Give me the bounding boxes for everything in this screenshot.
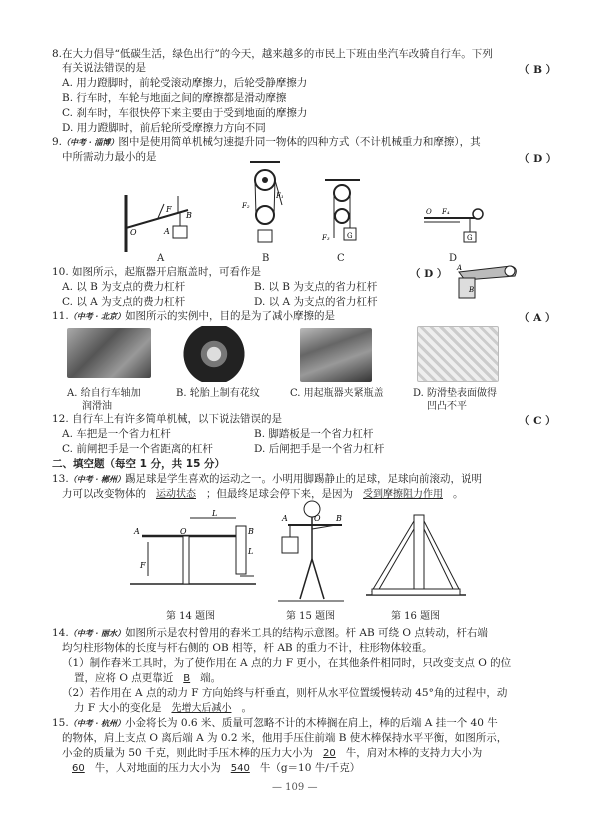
q8-option-d: D. 用力蹬脚时，前后轮所受摩擦力方向不同 — [62, 122, 266, 134]
q15-blank-1: 20 — [323, 748, 336, 759]
q10-fig-letter-a: A — [457, 264, 463, 272]
fig14-caption: 第 14 题图 — [166, 611, 216, 622]
section-fill-in-heading: 二、填空题（每空 1 分，共 15 分） — [52, 458, 226, 470]
q9-fig-a-letter-o: O — [130, 228, 137, 237]
fig14-letter-o: O — [180, 527, 187, 536]
fig15-letter-b: B — [336, 514, 342, 523]
q9-figure-a-weight — [173, 226, 187, 238]
q13-text-a: 力可以改变物体的 — [62, 488, 146, 500]
q14-stem-line1 — [52, 627, 488, 640]
q9-fig-a-letter-f: F — [166, 205, 172, 214]
q14-blank-1: B — [183, 673, 191, 684]
q11-caption-a-line2: 润滑油 — [82, 401, 112, 412]
q13-stem-text: 踢足球是学生喜欢的运动之一。小明用脚踢静止的足球，足球向前滚动，说明 — [125, 473, 483, 485]
q9-label-c: C — [337, 253, 345, 264]
q11-answer: （ A ） — [519, 312, 556, 324]
q11-caption-b: B. 轮胎上制有花纹 — [176, 388, 260, 399]
q9-fig-c-letter-f3: F₃ — [322, 234, 330, 242]
q9-figure-a-lever — [118, 190, 208, 260]
q14-part2-text: 力 F 大小的变化是 — [74, 702, 162, 714]
q10-option-b: B. 以 B 为支点的省力杠杆 — [254, 281, 378, 293]
fig14-letter-b: B — [248, 527, 254, 536]
q14-part2-end: 。 — [241, 702, 252, 714]
q9-fig-a-letter-b: B — [186, 211, 192, 220]
fig15-letter-o: O — [314, 514, 321, 523]
q15-stem-line2: 的物体，肩上支点 O 离后端 A 为 0.2 米，他用手压住前端 B 使木棒保持水平平衡，如图所示， — [62, 732, 508, 744]
q14-part2-line2 — [74, 702, 252, 715]
q9-stem-line2: 中所需动力最小的是 — [62, 151, 157, 163]
q9-source-tag: （中考 · 淄博） — [62, 137, 119, 147]
q11-photo-bottle-opener — [300, 328, 372, 382]
q9-stem-text: 图中是使用简单机械匀速提升同一物体的四种方式（不计机械重力和摩擦），其 — [118, 136, 481, 148]
q12-stem: 12. 自行车上有许多简单机械，以下说法错误的是 — [52, 413, 283, 425]
q8-option-a: A. 用力蹬脚时，前轮受滚动摩擦力，后轮受静摩擦力 — [62, 77, 308, 89]
q9-figure-c-pulley — [320, 178, 365, 253]
fig14-letter-a: A — [134, 527, 140, 536]
q15-stem-text: 小金将长为 0.6 米、质量可忽略不计的木棒搁在肩上，棒的后端 A 挂一个 40 牛 — [125, 717, 498, 729]
page-number: — 109 — — [272, 782, 318, 793]
q13-number: 13. — [52, 473, 69, 485]
q11-stem-text: 如图所示的实例中，目的是为了减小摩擦的是 — [125, 310, 336, 322]
q9-fig-d-letter-f4: F₄ — [442, 208, 450, 216]
q15-stem-line4 — [62, 762, 360, 775]
fig15-person-with-stick — [276, 499, 346, 604]
q9-fig-b-letter-f2: F₂ — [242, 202, 250, 210]
q11-caption-d-line1: D. 防滑垫表面做得 — [413, 388, 498, 399]
q15-text-c: 牛，人对地面的压力大小为 — [94, 762, 221, 774]
q12-option-c: C. 前闸把手是一个省距离的杠杆 — [62, 443, 213, 455]
q9-fig-d-letter-g: G — [467, 234, 473, 242]
fig16-bracket-frame — [364, 511, 468, 603]
q10-option-d: D. 以 A 为支点的省力杠杆 — [254, 296, 378, 308]
q13-source-tag: （中考 · 郴州） — [68, 474, 126, 484]
q15-stem-line3 — [62, 747, 482, 760]
q15-text-b: 牛，肩对木棒的支持力大小为 — [345, 747, 483, 759]
q13-stem-line1 — [52, 473, 482, 486]
q15-source-tag: （中考 · 杭州） — [68, 718, 126, 728]
q9-fig-b-letter-f1: F₁ — [276, 192, 284, 200]
fig14-letter-l-top: L — [212, 509, 218, 518]
q9-fig-a-letter-a: A — [164, 227, 170, 236]
q10-option-c: C. 以 A 为支点的费力杠杆 — [62, 296, 186, 308]
q12-option-b: B. 脚踏板是一个省力杠杆 — [254, 428, 374, 440]
q11-caption-c: C. 用起瓶器夹紧瓶盖 — [290, 388, 384, 399]
q11-caption-a-line1: A. 给自行车轴加 — [67, 388, 141, 399]
q9-figure-d-lever — [420, 204, 490, 249]
fig14-letter-f: F — [140, 561, 146, 570]
q14-number: 14. — [52, 627, 69, 639]
q14-part2-line1: （2）若作用在 A 点的动力 F 方向始终与杆垂直，则杆从水平位置缓慢转动 45°角的过程中，动 — [62, 687, 508, 699]
q14-part1-line1: （1）制作舂米工具时，为了使作用在 A 点的力 F 更小，在其他条件相同时，只改变支点 O 的位 — [62, 657, 512, 669]
q14-stem-line2: 均匀柱形物体的长度与杆右侧的 OB 相等，杆 AB 的重力不计，柱形物体较重。 — [62, 642, 433, 654]
q11-caption-d-line2: 凹凸不平 — [427, 401, 467, 412]
q11-number: 11. — [52, 310, 69, 322]
q8-option-b: B. 行车时，车轮与地面之间的摩擦都是滑动摩擦 — [62, 92, 287, 104]
q10-figure-bottle-opener — [455, 260, 525, 302]
q13-text-c: 。 — [453, 488, 464, 500]
q9-answer: （ D ） — [519, 153, 557, 165]
q11-photo-antislip-mat — [417, 326, 499, 382]
q14-source-tag: （中考 · 丽水） — [68, 628, 126, 638]
q8-answer: （ B ） — [519, 64, 557, 76]
q14-part1-text: 置，应将 O 点更靠近 — [74, 672, 174, 684]
q14-blank-2: 先增大后减小 — [171, 703, 232, 714]
q8-stem-line2: 有关说法错误的是 — [62, 62, 146, 74]
q15-blank-3: 540 — [230, 763, 250, 774]
q15-stem-line1 — [52, 717, 498, 730]
q9-label-b: B — [262, 253, 270, 264]
q13-stem-line2 — [62, 488, 464, 501]
q14-part1-end: 端。 — [200, 672, 222, 684]
q14-part1-line2 — [74, 672, 221, 685]
q13-blank-1: 运动状态 — [156, 489, 196, 500]
q10-stem: 10. 如图所示，起瓶器开启瓶盖时，可看作是 — [52, 266, 262, 278]
q8-option-c: C. 刹车时，车很快停下来主要由于受到地面的摩擦力 — [62, 107, 308, 119]
q11-source-tag: （中考 · 北京） — [68, 311, 126, 321]
fig16-caption: 第 16 题图 — [391, 611, 441, 622]
q9-fig-c-letter-g: G — [347, 232, 353, 240]
q10-answer: （ D ） — [410, 268, 448, 280]
q15-text-a: 小金的质量为 50 千克，则此时手压木棒的压力大小为 — [62, 747, 314, 759]
q13-blank-2: 受到摩擦阻力作用 — [363, 489, 443, 500]
fig15-letter-a: A — [282, 514, 288, 523]
q15-number: 15. — [52, 717, 69, 729]
fig14-rice-pounder — [128, 506, 258, 601]
q12-answer: （ C ） — [519, 415, 556, 427]
q9-fig-d-letter-o: O — [426, 208, 432, 216]
q11-photo-bike-oil — [67, 328, 151, 378]
q13-text-b: ；但最终足球会停下来，是因为 — [206, 488, 353, 500]
q9-label-a: A — [157, 253, 165, 264]
q12-option-d: D. 后闸把手是一个省力杠杆 — [254, 443, 385, 455]
fig15-caption: 第 15 题图 — [286, 611, 336, 622]
q15-blank-2: 60 — [72, 763, 85, 774]
q10-option-a: A. 以 B 为支点的费力杠杆 — [62, 281, 186, 293]
q9-figure-b-pulley-block — [240, 160, 290, 255]
q10-fig-letter-b: B — [469, 286, 475, 294]
q9-stem-line1 — [52, 136, 481, 149]
q9-label-d: D — [449, 253, 458, 264]
q11-photo-tire — [181, 326, 247, 382]
q15-text-d: 牛（g＝10 牛/千克） — [259, 762, 361, 774]
q8-stem-line1: 8.在大力倡导“低碳生活，绿色出行”的今天，越来越多的市民上下班由坐汽车改骑自行车。下列 — [52, 48, 493, 60]
q11-stem-line — [52, 310, 335, 323]
q9-number: 9. — [52, 136, 63, 148]
q14-stem-text: 如图所示是农村曾用的舂米工具的结构示意图。杆 AB 可绕 O 点转动，杆右端 — [125, 627, 488, 639]
q12-option-a: A. 车把是一个省力杠杆 — [62, 428, 171, 440]
fig14-letter-l-side: L — [248, 547, 254, 556]
